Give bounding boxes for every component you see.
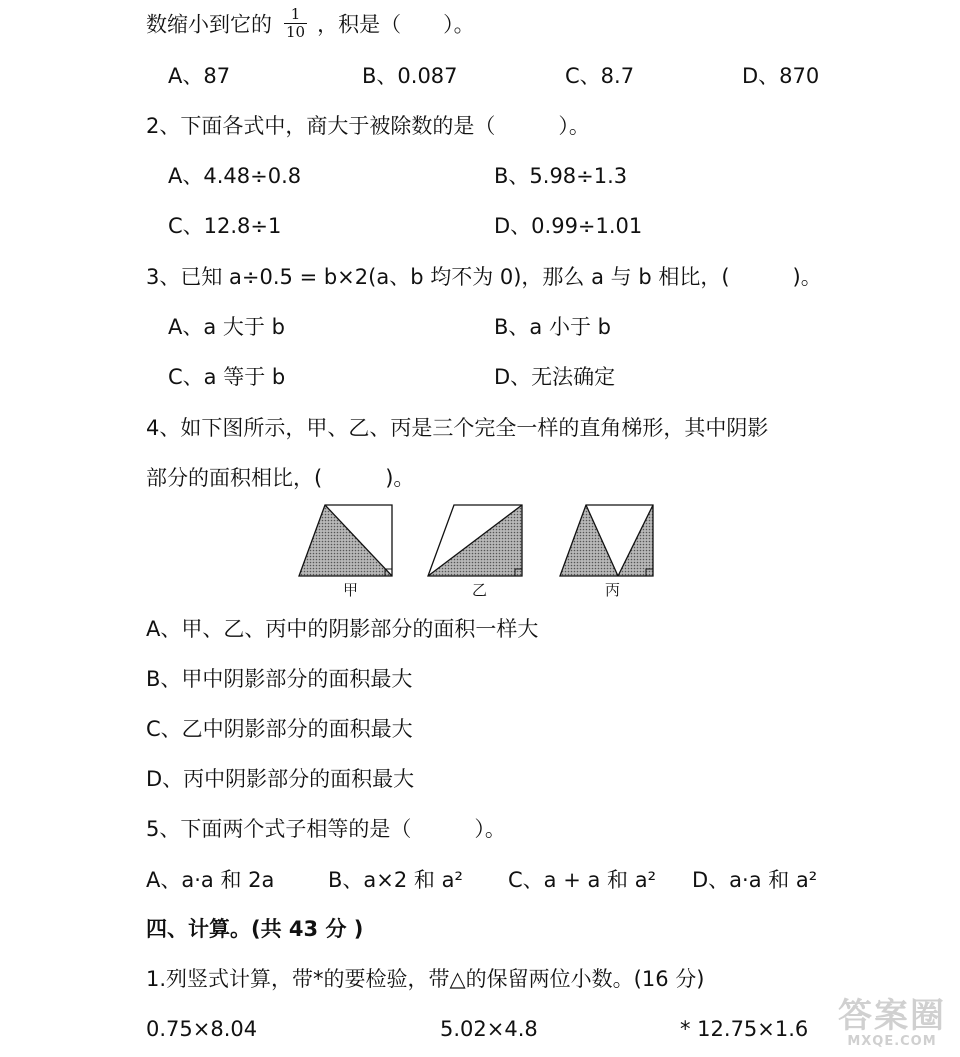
q4-stem-line1: 4、如下图所示，甲、乙、丙是三个完全一样的直角梯形，其中阴影 [146, 416, 769, 440]
q5-option-b: B、a×2 和 a² [328, 868, 463, 892]
section4-heading: 四、计算。(共 43 分 ) [146, 917, 364, 941]
q4-option-c: C、乙中阴影部分的面积最大 [146, 717, 413, 741]
q1-fraction-numerator: 1 [284, 6, 307, 24]
q4-option-b: B、甲中阴影部分的面积最大 [146, 667, 413, 691]
watermark-logo-text: 答案圈 [838, 996, 946, 1036]
q1-option-c: C、8.7 [565, 64, 635, 88]
figure-label-yi: 乙 [472, 581, 488, 599]
q1-stem-after: ，积是（ ）。 [317, 12, 475, 37]
watermark-site-text: MXQE.COM [847, 1034, 937, 1049]
q4-option-a: A、甲、乙、丙中的阴影部分的面积一样大 [146, 617, 539, 641]
q3-option-b: B、a 小于 b [494, 315, 611, 339]
figure-label-jia: 甲 [343, 581, 359, 599]
q4-stem-line2: 部分的面积相比，( )。 [146, 466, 415, 490]
q2-option-c: C、12.8÷1 [168, 214, 282, 238]
q3-option-d: D、无法确定 [494, 365, 616, 389]
figure-jia [299, 505, 392, 576]
q1-option-d: D、870 [742, 64, 820, 88]
q1-fraction-denominator: 10 [286, 23, 306, 41]
q5-option-c: C、a + a 和 a² [508, 868, 656, 892]
figure-yi [428, 505, 522, 576]
q3-stem: 3、已知 a÷0.5 = b×2(a、b 均不为 0)，那么 a 与 b 相比，( )。 [146, 265, 822, 289]
q4-option-d: D、丙中阴影部分的面积最大 [146, 767, 415, 791]
q5-option-a: A、a·a 和 2a [146, 868, 275, 892]
q5-stem: 5、下面两个式子相等的是（ ）。 [146, 817, 506, 841]
section4-sub1: 1.列竖式计算，带*的要检验，带△的保留两位小数。(16 分) [146, 967, 705, 991]
figure-bing [560, 505, 653, 576]
figure-bing-shaded-left [560, 505, 618, 576]
calc-expr-2: 5.02×4.8 [440, 1017, 538, 1041]
calc-expr-3: * 12.75×1.6 [680, 1017, 809, 1041]
q2-option-b: B、5.98÷1.3 [494, 164, 628, 188]
q2-stem: 2、下面各式中，商大于被除数的是（ ）。 [146, 114, 590, 138]
calc-expr-1: 0.75×8.04 [146, 1017, 258, 1041]
figure-jia-shaded-triangle [299, 505, 392, 576]
q1-option-b: B、0.087 [362, 64, 458, 88]
figure-label-bing: 丙 [605, 581, 621, 599]
q3-option-a: A、a 大于 b [168, 315, 285, 339]
q2-option-d: D、0.99÷1.01 [494, 214, 643, 238]
q5-option-d: D、a·a 和 a² [692, 868, 818, 892]
watermark-logo [838, 997, 946, 1049]
q1-option-a: A、87 [168, 64, 231, 88]
q3-option-c: C、a 等于 b [168, 365, 286, 389]
q2-option-a: A、4.48÷0.8 [168, 164, 302, 188]
q1-stem-before: 数缩小到它的 [146, 12, 272, 37]
